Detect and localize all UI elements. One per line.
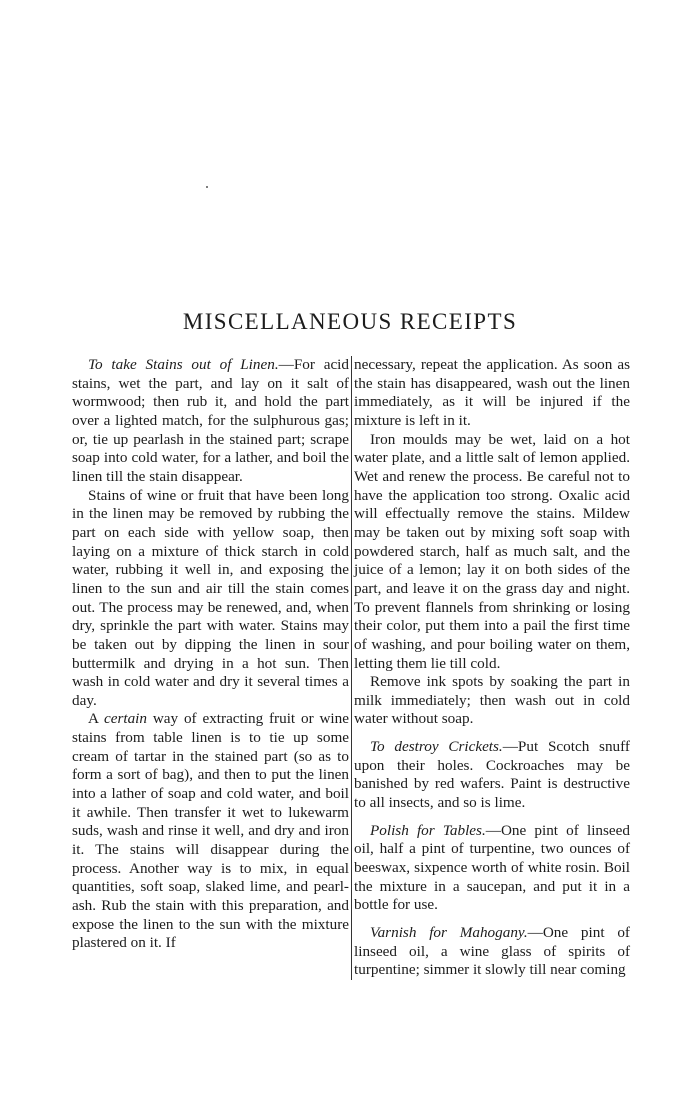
paragraph-continuation bbox=[354, 356, 630, 431]
emphasis-word: certain bbox=[103, 710, 147, 728]
left-column bbox=[72, 356, 349, 953]
recipe-heading: Varnish for Mahogany. bbox=[370, 924, 528, 942]
right-column bbox=[354, 356, 630, 980]
paragraph-text: —One pint of linseed oil, half a pint of turpentine, two ounces of beeswax, sixpence worth of white rosin. Boil the mixture in a saucepan, and put it in a bottle for use. bbox=[354, 821, 630, 914]
paragraph-stains-linen bbox=[72, 356, 349, 487]
paragraph-text: Iron moulds may be wet, laid on a hot water plate, and a little salt of lemon applied. Wet and renew the process. Be careful not to have the application too strong. Oxalic acid will effectually remove the stains. Mildew may be taken out by mixing soft soap with powdered starch, half as much salt, and the juice of a lemon; lay it on both sides of the part, and leave it on the grass day and night. To prevent flannels from shrinking or losing their color, put them into a pail the first time of washing, and pour boiling water on them, letting them lie till cold. bbox=[354, 430, 630, 672]
recipe-heading: Polish for Tables. bbox=[370, 821, 486, 839]
paragraph-prefix: A bbox=[88, 710, 104, 728]
paragraph-text: necessary, repeat the application. As soon as the stain has disappeared, wash out the linen immediately, as it will be injured if the mixture is left in it. bbox=[354, 356, 630, 429]
paragraph-iron-moulds bbox=[354, 431, 630, 674]
recipe-heading: To take Stains out of Linen. bbox=[88, 356, 279, 373]
page-title: MISCELLANEOUS RECEIPTS bbox=[182, 309, 518, 334]
paragraph-text: Stains of wine or fruit that have been long in the linen may be removed by rubbing the part on each side with yellow soap, then laying on a mixture of thick starch in cold water, rubbing it well in, and exposing the linen to the sun and air till the stain comes out. The process may be renewed, and, when dry, sprinkle the part with water. Stains may be taken out by dipping the linen in sour buttermilk and drying in a hot sun. Then wash in cold water and dry it several times a day. bbox=[72, 486, 349, 709]
paragraph-crickets bbox=[354, 738, 630, 813]
paragraph-ink-spots bbox=[354, 673, 630, 729]
column-divider bbox=[351, 356, 352, 980]
ink-speck bbox=[206, 186, 208, 188]
paragraph-text: Remove ink spots by soaking the part in milk immediately; then wash out in cold water without soap. bbox=[354, 673, 630, 728]
paragraph-wine-stains bbox=[72, 487, 349, 711]
paragraph-text: way of extracting fruit or wine stains from table linen is to tie up some cream of tartar in the stained part (so as to form a sort of bag), and then to put the linen into a lather of soap and cold water, and boil it awhile. Then transfer it wet to lukewarm suds, wash and rinse it well, and dry and iron it. The stains will disappear during the process. Another way is to mix, in equal quantities, soft soap, slaked lime, and pearl-ash. Rub the stain with this preparation, and expose the linen to the sun with the mixture plastered on it. If bbox=[72, 710, 349, 952]
paragraph-text: —For acid stains, wet the part, and lay on it salt of wormwood; then rub it, and hold the part over a lighted match, for the sulphurous gas; or, tie up pearlash in the stained part; scrape soap into cold water, for a lather, and boil the linen till the stain disappear. bbox=[72, 356, 349, 485]
paragraph-text: —Put Scotch snuff upon their holes. Cockroaches may be banished by red wafers. Paint is destructive to all insects, and so is lime. bbox=[354, 738, 630, 812]
paragraph-polish-tables bbox=[354, 822, 630, 915]
paragraph-text: —One pint of linseed oil, a wine glass of spirits of turpentine; simmer it slowly till near coming bbox=[354, 924, 630, 979]
paragraph-varnish-mahogany bbox=[354, 924, 630, 980]
recipe-heading: To destroy Crickets. bbox=[370, 738, 503, 756]
paragraph-certain-way bbox=[72, 710, 349, 953]
